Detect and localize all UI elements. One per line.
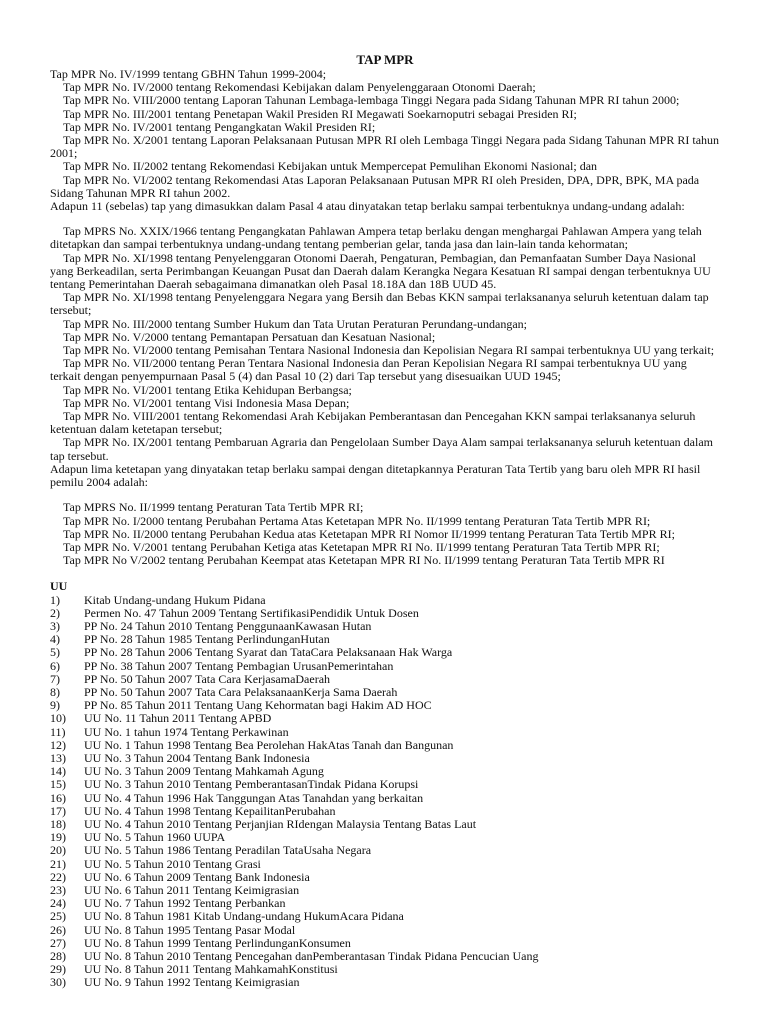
tap-item: Tap MPR No. V/2000 tentang Pemantapan Persatuan dan Kesatuan Nasional; (63, 329, 436, 344)
list-item (50, 778, 720, 791)
list-item-number: 8) (50, 684, 60, 699)
tap-item: Tap MPR No. VI/2000 tentang Pemisahan Tentara Nasional Indonesia dan Kepolisian Negara RI sampai terbentuknya UU yang terkait; (63, 343, 715, 358)
list-item-text: Kitab Undang-undang Hukum Pidana (84, 592, 266, 607)
list-item-text: PP No. 50 Tahun 2007 Tata Cara PelaksanaanKerja Sama Daerah (84, 684, 398, 699)
list-item (50, 673, 720, 686)
list-item-text: UU No. 7 Tahun 1992 Tentang Perbankan (84, 896, 286, 911)
list-item-text: UU No. 8 Tahun 1995 Tentang Pasar Modal (84, 922, 296, 937)
list-item-text: UU No. 8 Tahun 1999 Tentang PerlindunganKonsumen (84, 935, 351, 950)
tap-item: Tap MPR No V/2002 tentang Perubahan Keempat atas Ketetapan MPR RI No. II/1999 tentang Peraturan Tata Tertib MPR RI (63, 553, 665, 568)
tap-item: Tap MPR No. VI/2002 tentang Rekomendasi Atas Laporan Pelaksanaan Putusan MPR RI oleh Presiden, DPA, DPR, BPK, MA pada Sidang Tahunan MPR RI tahun 2002. (50, 172, 700, 200)
tap-item: Tap MPR No. VIII/2000 tentang Laporan Tahunan Lembaga-lembaga Tinggi Negara pada Sidang Tahunan MPR RI tahun 2000; (63, 93, 680, 108)
list-item-text: PP No. 50 Tahun 2007 Tata Cara KerjasamaDaerah (84, 671, 331, 686)
list-item-number: 22) (50, 869, 66, 884)
list-item-number: 21) (50, 856, 66, 871)
list-item-number: 4) (50, 632, 60, 647)
list-item-number: 12) (50, 737, 66, 752)
list-item-number: 6) (50, 658, 60, 673)
list-item (50, 792, 720, 805)
list-item-number: 15) (50, 777, 66, 792)
list-item-number: 11) (50, 724, 66, 739)
list-item-number: 29) (50, 962, 66, 977)
list-item-text: PP No. 85 Tahun 2011 Tentang Uang Kehormatan bagi Hakim AD HOC (84, 698, 432, 713)
list-item-text: UU No. 4 Tahun 2010 Tentang Perjanjian RIdengan Malaysia Tentang Batas Laut (84, 816, 477, 831)
list-item-text: UU No. 4 Tahun 1998 Tentang KepailitanPerubahan (84, 803, 336, 818)
list-item (50, 805, 720, 818)
tap-item: Tap MPR No. VII/2000 tentang Peran Tentara Nasional Indonesia dan Peran Kepolisian Negara RI sampai terbentuknya UU yang terkait dengan penyempurnaan Pasal 5 (4) dan Pasal 10 (2) dari Tap tersebut yang disesuaikan UUD 1945; (50, 356, 687, 384)
list-item-text: UU No. 8 Tahun 2010 Tentang Pencegahan danPemberantasan Tindak Pidana Pencucian Uang (84, 949, 539, 963)
list-item-number: 9) (50, 698, 60, 713)
tap-list-2 (50, 225, 720, 463)
list-item-text: Permen No. 47 Tahun 2009 Tentang SertifikasiPendidik Untuk Dosen (84, 605, 419, 620)
list-item-text: UU No. 11 Tahun 2011 Tentang APBD (84, 711, 272, 726)
list-item-text: UU No. 4 Tahun 1996 Hak Tanggungan Atas Tanahdan yang berkaitan (84, 790, 424, 805)
list-item (50, 726, 720, 739)
tap-item: Tap MPR No. II/2002 tentang Rekomendasi Kebijakan untuk Mempercepat Pemulihan Ekonomi Nasional; dan (63, 159, 598, 174)
tap-item: Tap MPRS No. XXIX/1966 tentang Pengangkatan Pahlawan Ampera tetap berlaku dengan menghargai Pahlawan Ampera yang telah ditetapkan dan sampai terbentuknya undang-undang tentang pemberian gelar, tanda jasa dan lain-lain tanda kehormatan; (50, 224, 702, 252)
list-item-text: UU No. 5 Tahun 2010 Tentang Grasi (84, 856, 261, 871)
list-item-number: 28) (50, 949, 66, 963)
list-item-text: UU No. 1 Tahun 1998 Tentang Bea Perolehan HakAtas Tanah dan Bangunan (84, 737, 454, 752)
page-title: TAP MPR (356, 52, 414, 67)
list-item-text: UU No. 6 Tahun 2011 Tentang Keimigrasian (84, 882, 300, 897)
list-item-number: 23) (50, 882, 66, 897)
list-item-text: UU No. 8 Tahun 1981 Kitab Undang-undang HukumAcara Pidana (84, 909, 404, 924)
list-item-number: 3) (50, 618, 60, 633)
list-item-number: 16) (50, 790, 66, 805)
list-item-number: 1) (50, 592, 60, 607)
tap-item: Tap MPR No. IX/2001 tentang Pembaruan Agraria dan Pengelolaan Sumber Daya Alam sampai terlaksananya seluruh ketentuan dalam tap tersebut. (50, 435, 713, 463)
list-item (50, 712, 720, 725)
list-item-text: UU No. 1 tahun 1974 Tentang Perkawinan (84, 724, 289, 739)
tap-list-1 (50, 68, 720, 200)
uu-list (50, 594, 720, 990)
list-item-number: 2) (50, 605, 60, 620)
tap-item: Tap MPR No. I/2000 tentang Perubahan Pertama Atas Ketetapan MPR No. II/1999 tentang Peraturan Tata Tertib MPR RI; (63, 513, 651, 528)
list-item-text: PP No. 28 Tahun 2006 Tentang Syarat dan TataCara Pelaksanaan Hak Warga (84, 645, 453, 660)
list-item-text: UU No. 5 Tahun 1960 UUPA (84, 830, 226, 845)
list-item (50, 910, 720, 923)
list-item (50, 646, 720, 659)
list-item-number: 10) (50, 711, 66, 726)
list-item-number: 26) (50, 922, 66, 937)
list-item (50, 976, 720, 989)
intro-paragraph: Adapun lima ketetapan yang dinyatakan tetap berlaku sampai dengan ditetapkannya Peraturan Tata Tertib yang baru oleh MPR RI hasil pemilu 2004 adalah: (50, 461, 701, 490)
list-item-number: 19) (50, 830, 66, 845)
tap-item: Tap MPR No. IV/2000 tentang Rekomendasi Kebijakan dalam Penyelenggaraan Otonomi Daerah; (63, 80, 536, 95)
tap-item: Tap MPR No. X/2001 tentang Laporan Pelaksanaan Putusan MPR RI oleh Lembaga Tinggi Negara pada Sidang Tahunan MPR RI tahun 2001; (50, 133, 720, 161)
list-item (50, 739, 720, 752)
tap-item: Tap MPRS No. II/1999 tentang Peraturan Tata Tertib MPR RI; (63, 500, 364, 515)
list-item-text: PP No. 24 Tahun 2010 Tentang PenggunaanKawasan Hutan (84, 618, 372, 633)
list-item-text: UU No. 3 Tahun 2009 Tentang Mahkamah Agung (84, 764, 324, 779)
list-item-number: 5) (50, 645, 60, 660)
list-item-text: UU No. 5 Tahun 1986 Tentang Peradilan TataUsaha Negara (84, 843, 372, 858)
tap-item: Tap MPR No. IV/2001 tentang Pengangkatan Wakil Presiden RI; (63, 119, 376, 134)
section-heading-uu: UU (50, 579, 68, 594)
list-item-text: UU No. 9 Tahun 1992 Tentang Keimigrasian (84, 975, 300, 990)
tap-item: Tap MPR No. V/2001 tentang Perubahan Ketiga atas Ketetapan MPR RI No. II/1999 tentang Peraturan Tata Tertib MPR RI; (63, 539, 660, 554)
list-item (50, 660, 720, 673)
list-item-number: 14) (50, 764, 66, 779)
list-item (50, 607, 720, 620)
intro-paragraph: Adapun 11 (sebelas) tap yang dimasukkan dalam Pasal 4 atau dinyatakan tetap berlaku sampai terbentuknya undang-undang adalah: (50, 199, 685, 214)
tap-item: Tap MPR No. IV/1999 tentang GBHN Tahun 1999-2004; (50, 67, 327, 81)
list-item-number: 17) (50, 803, 66, 818)
tap-item: Tap MPR No. XI/1998 tentang Penyelenggaran Otonomi Daerah, Pengaturan, Pembagian, dan Pemanfaatan Sumber Daya Nasional yang Berkeadilan, serta Perimbangan Keuangan Pusat dan Daerah dalam Kerangka Negara Kesatuan RI sampai dengan terbentuknya UU tentang Pemerintahan Daerah sebagaimana dimanatkan oleh Pasal 18.18A dan 18B UUD 45. (50, 250, 711, 292)
list-item (50, 858, 720, 871)
list-item-text: UU No. 3 Tahun 2010 Tentang PemberantasanTindak Pidana Korupsi (84, 777, 419, 792)
tap-item: Tap MPR No. VI/2001 tentang Etika Kehidupan Berbangsa; (63, 382, 352, 397)
list-item-text: UU No. 6 Tahun 2009 Tentang Bank Indonesia (84, 869, 310, 884)
tap-item: Tap MPR No. III/2001 tentang Penetapan Wakil Presiden RI Megawati Soekarnoputri sebagai Presiden RI; (63, 106, 577, 121)
tap-item: Tap MPR No. VIII/2001 tentang Rekomendasi Arah Kebijakan Pemberantasan dan Pencegahan KKN sampai terlaksananya seluruh ketentuan dalam ketetapan tersebut; (50, 409, 696, 437)
list-item (50, 924, 720, 937)
list-item-number: 7) (50, 671, 60, 686)
tap-item: Tap MPR No. III/2000 tentang Sumber Hukum dan Tata Urutan Peraturan Perundang-undangan; (63, 316, 527, 331)
tap-item: Tap MPR No. VI/2001 tentang Visi Indonesia Masa Depan; (63, 395, 350, 410)
list-item-number: 20) (50, 843, 66, 858)
tap-item: Tap MPR No. XI/1998 tentang Penyelenggara Negara yang Bersih dan Bebas KKN sampai terlaksananya seluruh ketentuan dalam tap tersebut; (50, 290, 709, 318)
list-item-number: 30) (50, 975, 66, 990)
list-item-text: PP No. 38 Tahun 2007 Tentang Pembagian UrusanPemerintahan (84, 658, 394, 673)
tap-list-3 (50, 501, 720, 567)
list-item-number: 13) (50, 750, 66, 765)
list-item-text: UU No. 3 Tahun 2004 Tentang Bank Indonesia (84, 750, 310, 765)
list-item-number: 27) (50, 935, 66, 950)
list-item-number: 18) (50, 816, 66, 831)
list-item (50, 871, 720, 884)
tap-item: Tap MPR No. II/2000 tentang Perubahan Kedua atas Ketetapan MPR RI Nomor II/1999 tentang Peraturan Tata Tertib MPR RI; (63, 526, 675, 541)
list-item (50, 594, 720, 607)
list-item-text: UU No. 8 Tahun 2011 Tentang MahkamahKonstitusi (84, 962, 338, 977)
list-item-text: PP No. 28 Tahun 1985 Tentang PerlindunganHutan (84, 632, 330, 647)
list-item-number: 24) (50, 896, 66, 911)
list-item (50, 844, 720, 857)
list-item-number: 25) (50, 909, 66, 924)
